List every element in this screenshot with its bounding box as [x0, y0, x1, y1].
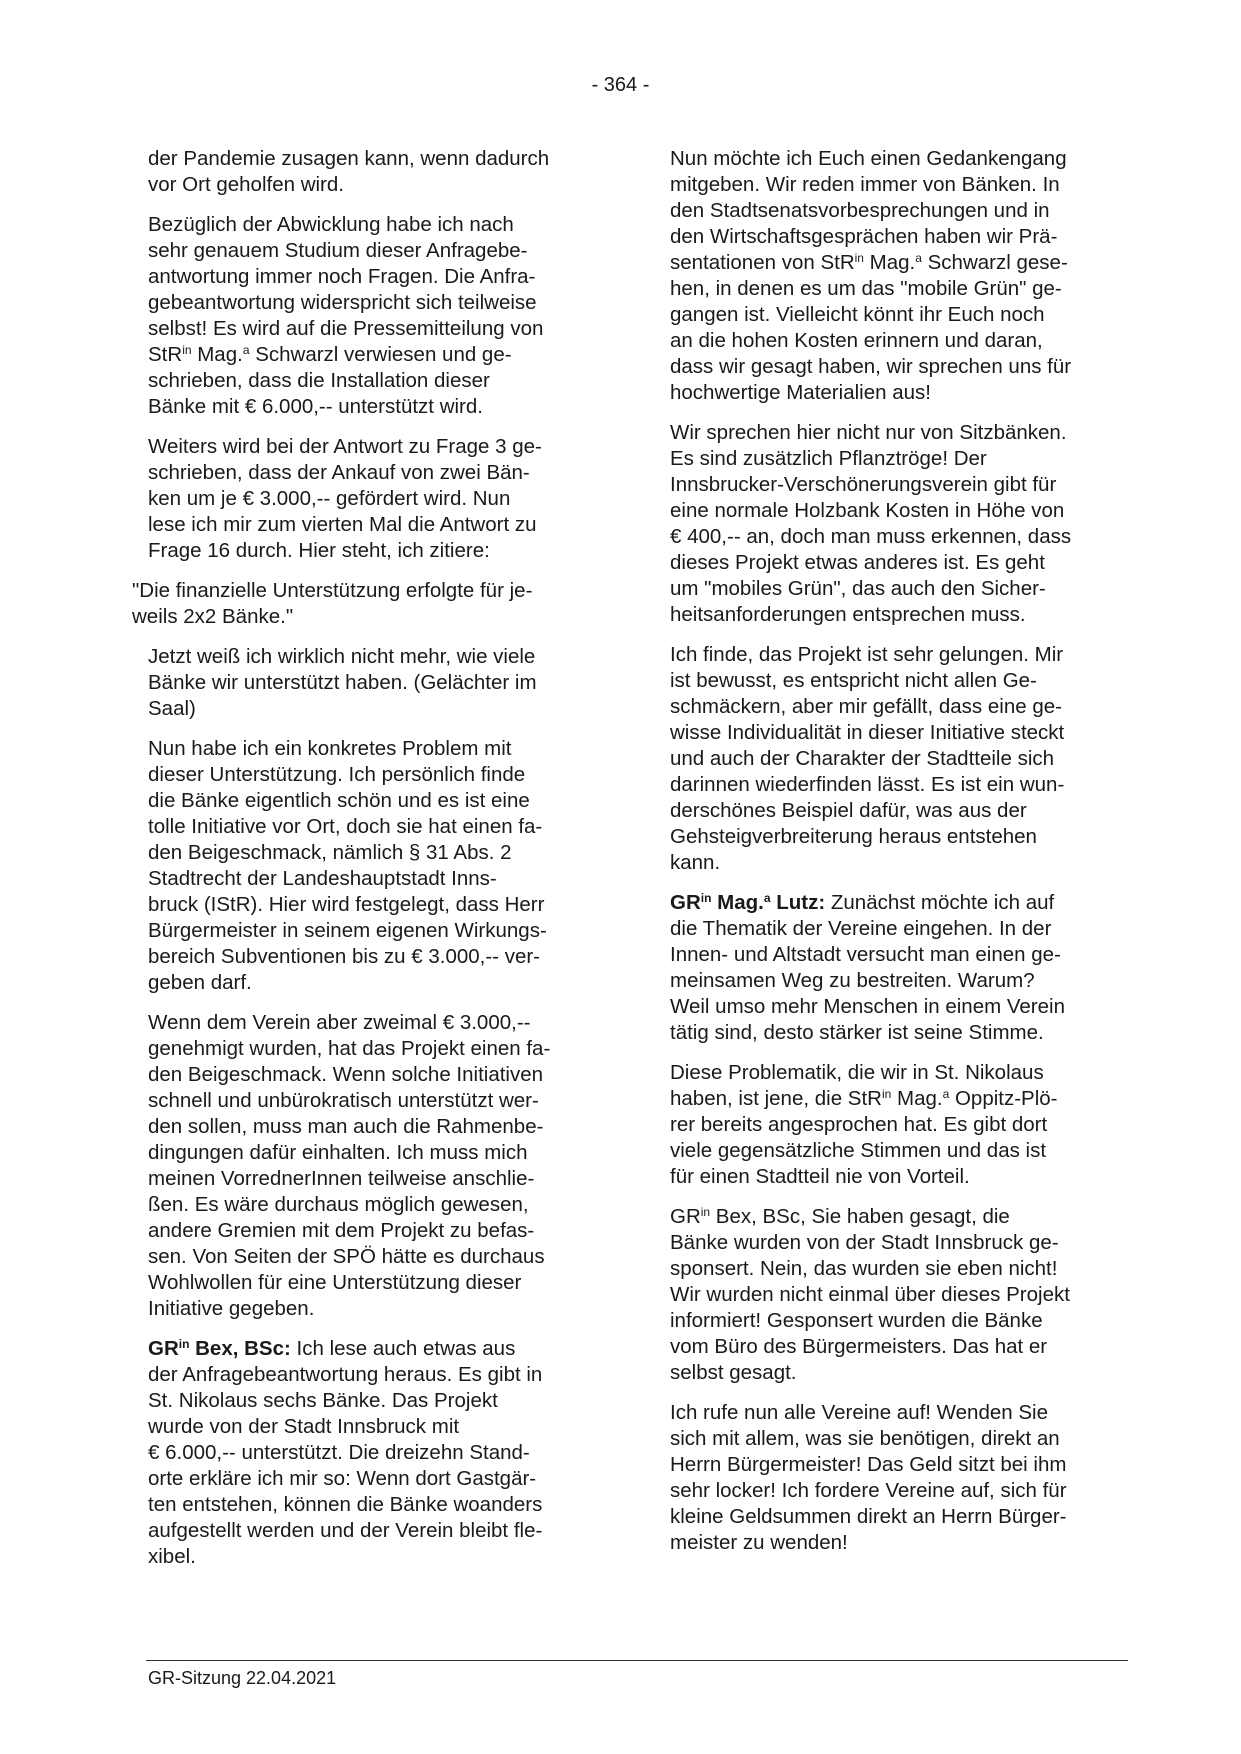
speaker-name: $GR^{in}$ Bex, BSc: [148, 1337, 291, 1360]
paragraph [148, 212, 598, 420]
speaker-name: $GR^{in}$ Mag.$^a$ Lutz: [670, 891, 826, 914]
footer-divider [146, 1660, 1128, 1661]
right-column [670, 146, 1120, 1570]
paragraph [670, 1060, 1120, 1190]
paragraph: Wir sprechen hier nicht nur von Sitzbänken. Es sind zusätzlich Pflanztröge! Der Innsbrucker-Verschönerungsverein gibt für eine normale Holzbank Kosten in Höhe von € 400,-- an, doch man muss erkennen, dass dieses Projekt etwas anderes ist. Es geht um "mobiles Grün", das auch den Sicher- heitsanforderungen entsprechen muss. [670, 421, 1072, 626]
paragraph: Jetzt weiß ich wirklich nicht mehr, wie viele Bänke wir unterstützt haben. (Gelächter im Saal) [148, 645, 537, 720]
quote: "Die finanzielle Unterstützung erfolgte für je- weils 2x2 Bänke." [132, 579, 533, 628]
superscript: a [242, 343, 250, 357]
superscript: a [942, 1087, 950, 1101]
page-number: - 364 - [591, 74, 650, 96]
superscript: in [700, 1205, 711, 1219]
superscript: in [854, 251, 864, 265]
paragraph: Ich finde, das Projekt ist sehr gelungen. Mir ist bewusst, es entspricht nicht allen Ge- schmäckern, aber mir gefällt, dass eine ge- wisse Individualität in dieser Initiative steckt und auch der Charakter der Stadtteile sich darinnen wiederfinden lässt. Es ist ein wun- derschönes Beispiel dafür, was aus der Gehsteigverbreiterung heraus entstehen kann. [670, 643, 1065, 874]
paragraph: Wenn dem Verein aber zweimal € 3.000,-- genehmigt wurden, hat das Projekt einen fa- den Beigeschmack. Wenn solche Initiativen schnell und unbürokratisch unterstützt wer- den sollen, muss man auch die Rahmenbe- dingungen dafür einhalten. Ich muss mich meinen VorrednerInnen teilweise anschlie- ßen. Es wäre durchaus möglich gewesen, andere Gremien mit dem Projekt zu befas- sen. Von Seiten der SPÖ hätte es durchaus Wohlwollen für eine Unterstützung dieser Initiative gegeben. [148, 1011, 551, 1320]
paragraph [670, 890, 1120, 1046]
text: Ich lese auch etwas aus der Anfragebeantwortung heraus. Es gibt in St. Nikolaus sechs Bänke. Das Projekt wurde von der Stadt Innsbruck mit € 6.000,-- unterstützt. Die dreizehn Stand- orte erkläre ich mir so: Wenn dort Gastgär- ten entstehen, können die Bänke woanders aufgestellt werden und der Verein bleibt fle- xibel. [148, 1337, 543, 1568]
paragraph [670, 1204, 1120, 1386]
text: Nun möchte ich Euch einen Gedankengang mitgeben. Wir reden immer von Bänken. In den Stadtsenatsvorbesprechungen und in den Wirtschaftsgesprächen haben wir Prä- sentationen von StR [670, 147, 1067, 274]
text: Oppitz-Plö- rer bereits angesprochen hat. Es gibt dort viele gegensätzliche Stimmen und das ist für einen Stadtteil nie von Vorteil. [670, 1087, 1058, 1188]
superscript: a [915, 251, 922, 265]
text: Zunächst möchte ich auf die Thematik der Vereine eingehen. In der Innen- und Altstadt versucht man einen ge- meinsamen Weg zu bestreiten. Warum? Weil umso mehr Menschen in einem Verein tätig sind, desto stärker ist seine Stimme. [670, 891, 1065, 1044]
text: Bex, BSc, Sie haben gesagt, die Bänke wurden von der Stadt Innsbruck ge- sponsert. Nein, das wurden sie eben nicht! Wir wurden nicht einmal über dieses Projekt informiert! Gesponsert wurden die Bänke vom Büro des Bürgermeisters. Das hat er selbst gesagt. [670, 1205, 1070, 1384]
text: Schwarzl gese- hen, in denen es um das "mobile Grün" ge- gangen ist. Vielleicht könnt ihr Euch noch an die hohen Kosten erinnern und daran, dass wir gesagt haben, wir sprechen uns für hochwertige Materialien aus! [670, 251, 1072, 404]
superscript: in [881, 1087, 892, 1101]
footer-text: GR-Sitzung 22.04.2021 [148, 1668, 337, 1688]
paragraph: Nun habe ich ein konkretes Problem mit dieser Unterstützung. Ich persönlich finde die Bänke eigentlich schön und es ist eine tolle Initiative vor Ort, doch sie hat einen fa- den Beigeschmack, nämlich § 31 Abs. 2 Stadtrecht der Landeshauptstadt Inns- bruck (IStR). Hier wird festgelegt, dass Herr Bürgermeister in seinem eigenen Wirkungs- bereich Subventionen bis zu € 3.000,-- ver- geben darf. [148, 737, 547, 994]
paragraph: Ich rufe nun alle Vereine auf! Wenden Sie sich mit allem, was sie benötigen, direkt an Herrn Bürgermeister! Das Geld sitzt bei ihm sehr locker! Ich fordere Vereine auf, sich für kleine Geldsummen direkt an Herrn Bürger- meister zu wenden! [670, 1401, 1067, 1554]
text: Bezüglich der Abwicklung habe ich nach sehr genauem Studium dieser Anfragebe- antwortung immer noch Fragen. Die Anfra- gebeantwortung widerspricht sich teilweise selbst! Es wird auf die Pressemitteilung von StR [148, 213, 544, 366]
text: Mag. [891, 1087, 943, 1110]
text: Schwarzl verwiesen und ge- schrieben, dass die Installation dieser Bänke mit € 6.000,-- unterstützt wird. [148, 343, 512, 418]
superscript: in [182, 343, 192, 357]
paragraph [148, 1336, 598, 1570]
text: Diese Problematik, die wir in St. Nikolaus haben, ist jene, die StR [670, 1061, 1044, 1110]
text: GR [670, 1205, 701, 1228]
paragraph: der Pandemie zusagen kann, wenn dadurch vor Ort geholfen wird. [148, 147, 550, 196]
left-column [132, 146, 598, 1584]
text: Mag. [863, 251, 916, 274]
paragraph: Weiters wird bei der Antwort zu Frage 3 ge- schrieben, dass der Ankauf von zwei Bän- ken um je € 3.000,-- gefördert wird. Nun lese ich mir zum vierten Mal die Antwort zu Frage 16 durch. Hier steht, ich zitiere: [148, 435, 542, 562]
paragraph [670, 146, 1120, 406]
text: Mag. [191, 343, 243, 366]
